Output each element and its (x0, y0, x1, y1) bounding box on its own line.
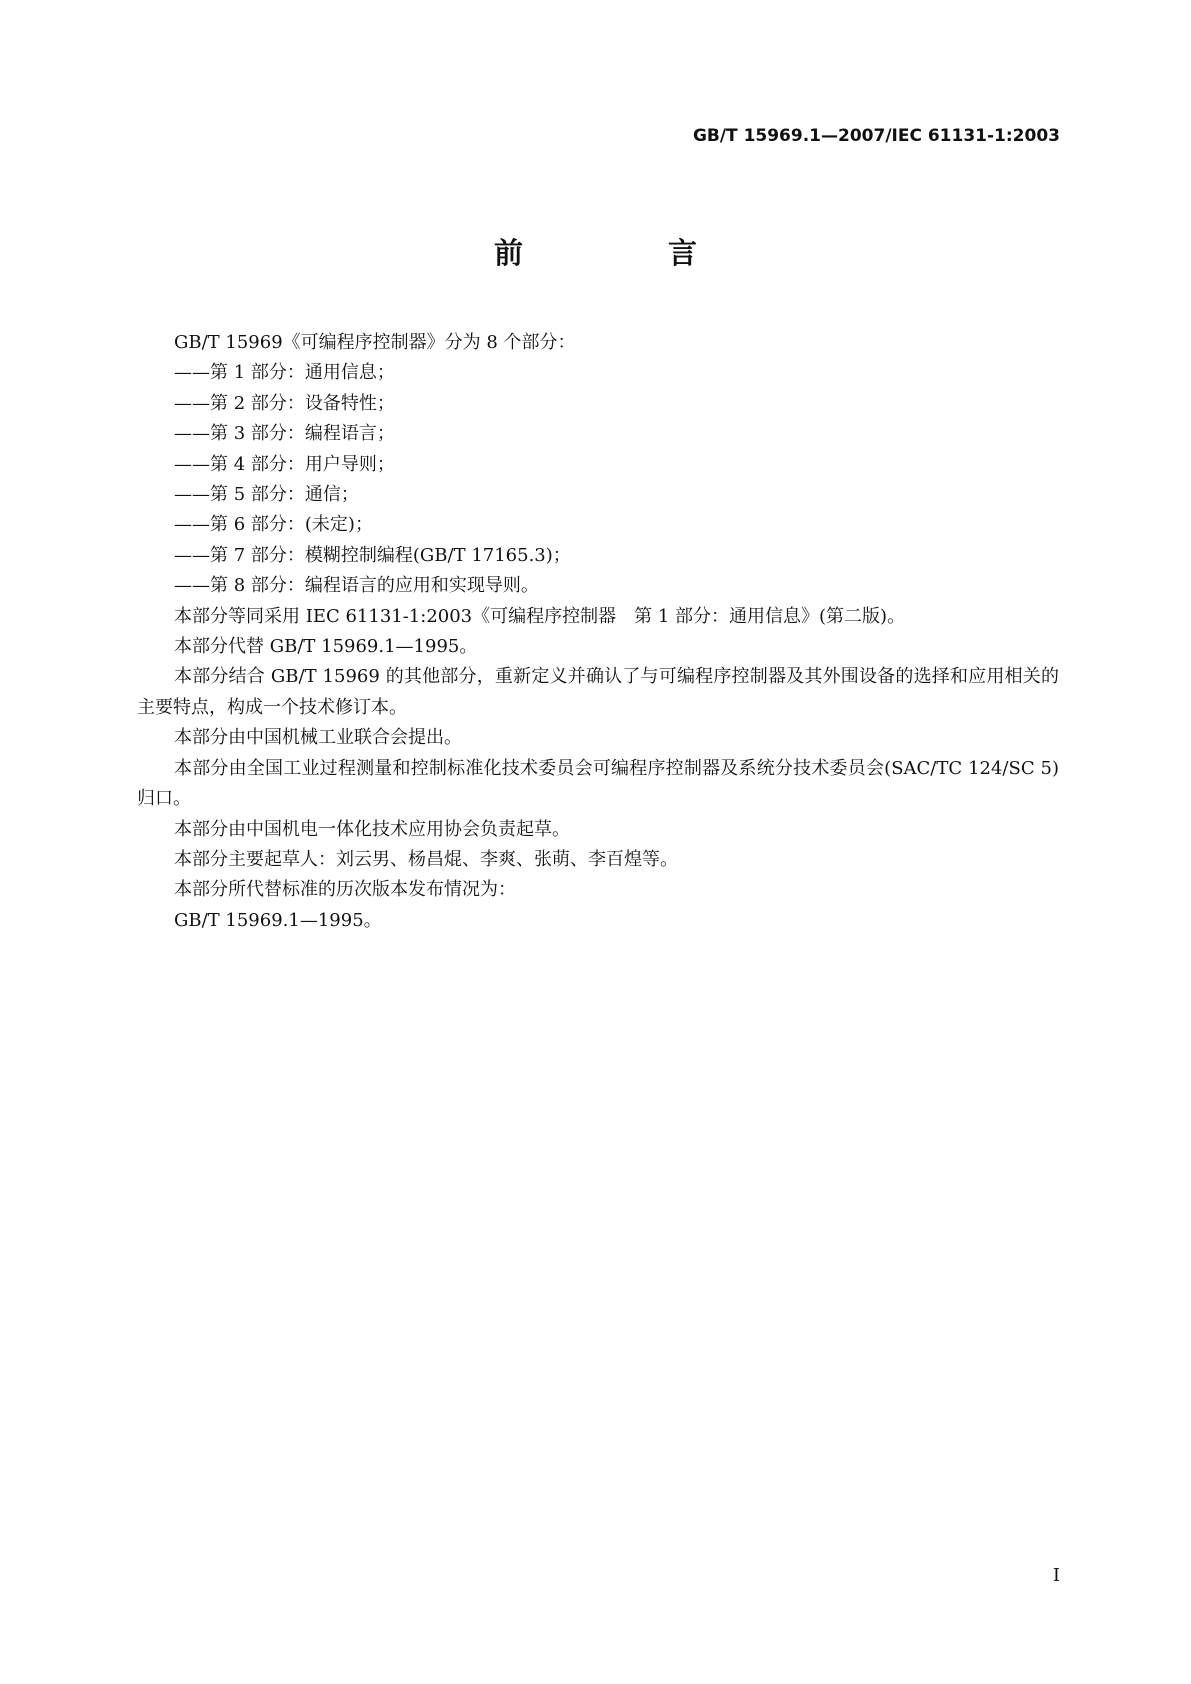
list-item: ——第 4 部分：用户导则； (174, 453, 395, 475)
list-item: ——第 8 部分：编程语言的应用和实现导则。 (174, 575, 539, 597)
paragraph: 本部分代替 GB/T 15969.1—1995。 (174, 636, 478, 658)
list-item: ——第 5 部分：通信； (174, 484, 359, 506)
list-item: ——第 3 部分：编程语言； (174, 423, 395, 445)
paragraph: 本部分所代替标准的历次版本发布情况为： (174, 879, 516, 901)
list-item: ——第 7 部分：模糊控制编程(GB/T 17165.3)； (174, 544, 571, 566)
paragraph: GB/T 15969.1—1995。 (174, 909, 382, 931)
list-item: ——第 2 部分：设备特性； (174, 392, 395, 414)
paragraph: 本部分由中国机械工业联合会提出。 (174, 727, 462, 749)
standard-code-header: GB/T 15969.1—2007/IEC 61131-1:2003 (692, 126, 1060, 146)
list-item: ——第 1 部分：通用信息； (174, 362, 395, 384)
paragraph: 本部分由全国工业过程测量和控制标准化技术委员会可编程序控制器及系统分技术委员会(SAC/TC 124/SC 5)归口。 (137, 757, 1059, 810)
paragraph: 本部分等同采用 IEC 61131-1:2003《可编程序控制器 第 1 部分：通用信息》(第二版)。 (174, 605, 906, 627)
page-number: I (1052, 1565, 1060, 1586)
paragraph: 本部分主要起草人：刘云男、杨昌焜、李爽、张萌、李百煌等。 (174, 848, 678, 870)
page-title: 前 言 (493, 236, 755, 270)
paragraph: 本部分由中国机电一体化技术应用协会负责起草。 (174, 818, 570, 840)
paragraph: 本部分结合 GB/T 15969 的其他部分，重新定义并确认了与可编程序控制器及其外围设备的选择和应用相关的主要特点，构成一个技术修订本。 (137, 666, 1059, 718)
list-item: ——第 6 部分：(未定)； (174, 514, 373, 536)
paragraph: GB/T 15969《可编程序控制器》分为 8 个部分： (174, 332, 576, 353)
preface-body (137, 328, 1059, 936)
